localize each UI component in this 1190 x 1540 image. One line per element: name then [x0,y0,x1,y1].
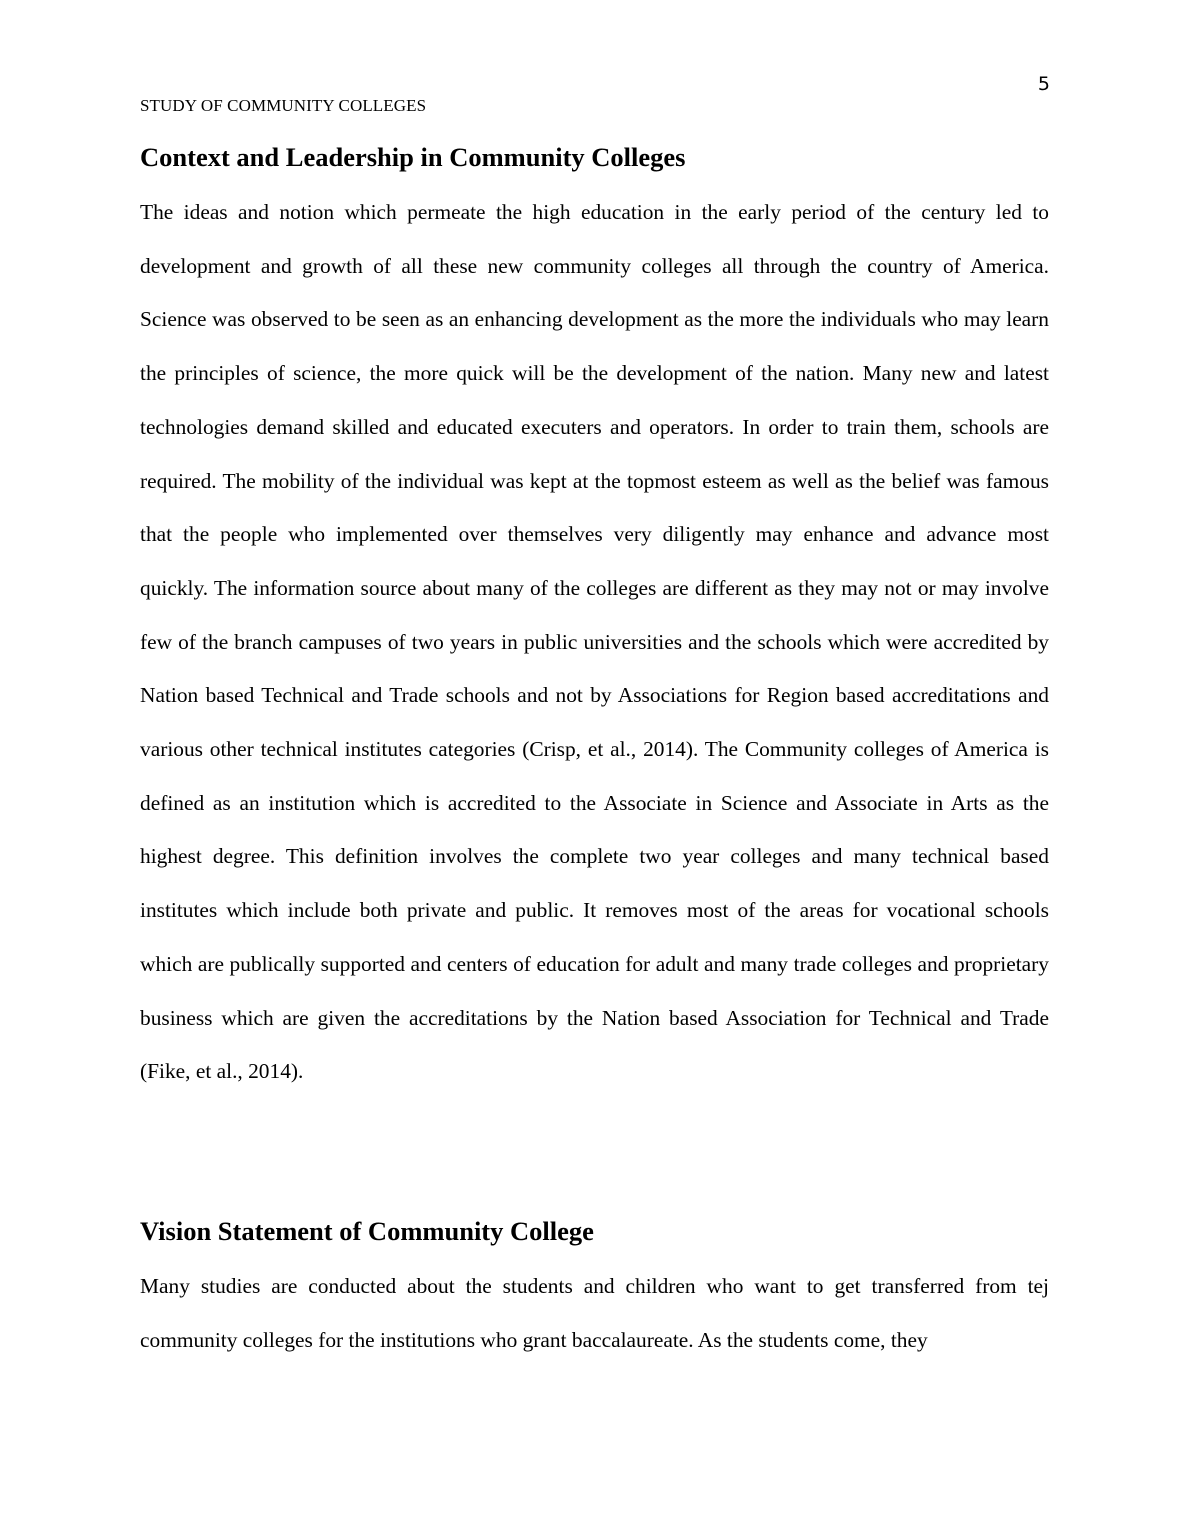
section-paragraph: The ideas and notion which permeate the high education in the early period of the century led to development and growth of all these new community colleges all through the country of America. Science was observed to be seen as an enhancing development as the more the individuals who may learn the principles of science, the more quick will be the development of the nation. Many new and latest technologies demand skilled and educated executers and operators. In order to train them, schools are required. The mobility of the individual was kept at the topmost esteem as well as the belief was famous that the people who implemented over themselves very diligently may enhance and advance most quickly. The information source about many of the colleges are different as they may not or may involve few of the branch campuses of two years in public universities and the schools which were accredited by Nation based Technical and Trade schools and not by Associations for Region based accreditations and various other technical institutes categories (Crisp, et al., 2014). The Community colleges of America is defined as an institution which is accredited to the Associate in Science and Associate in Arts as the highest degree. This definition involves the complete two year colleges and many technical based institutes which include both private and public. It removes most of the areas for vocational schools which are publically supported and centers of education for adult and many trade colleges and proprietary business which are given the accreditations by the Nation based Association for Technical and Trade (Fike, et al., 2014). [140,200,1049,1084]
section-paragraph: Many studies are conducted about the students and children who want to get transferred from tej community colleges for the institutions who grant baccalaureate. As the students come, they [140,1274,1049,1352]
section-vision-statement [140,1214,1049,1367]
running-head: STUDY OF COMMUNITY COLLEGES [140,96,427,115]
section-context-leadership [140,140,1049,1099]
section-heading: Vision Statement of Community College [140,1216,594,1246]
page-number: 5 [1037,73,1050,95]
section-heading: Context and Leadership in Community Colleges [140,142,686,172]
